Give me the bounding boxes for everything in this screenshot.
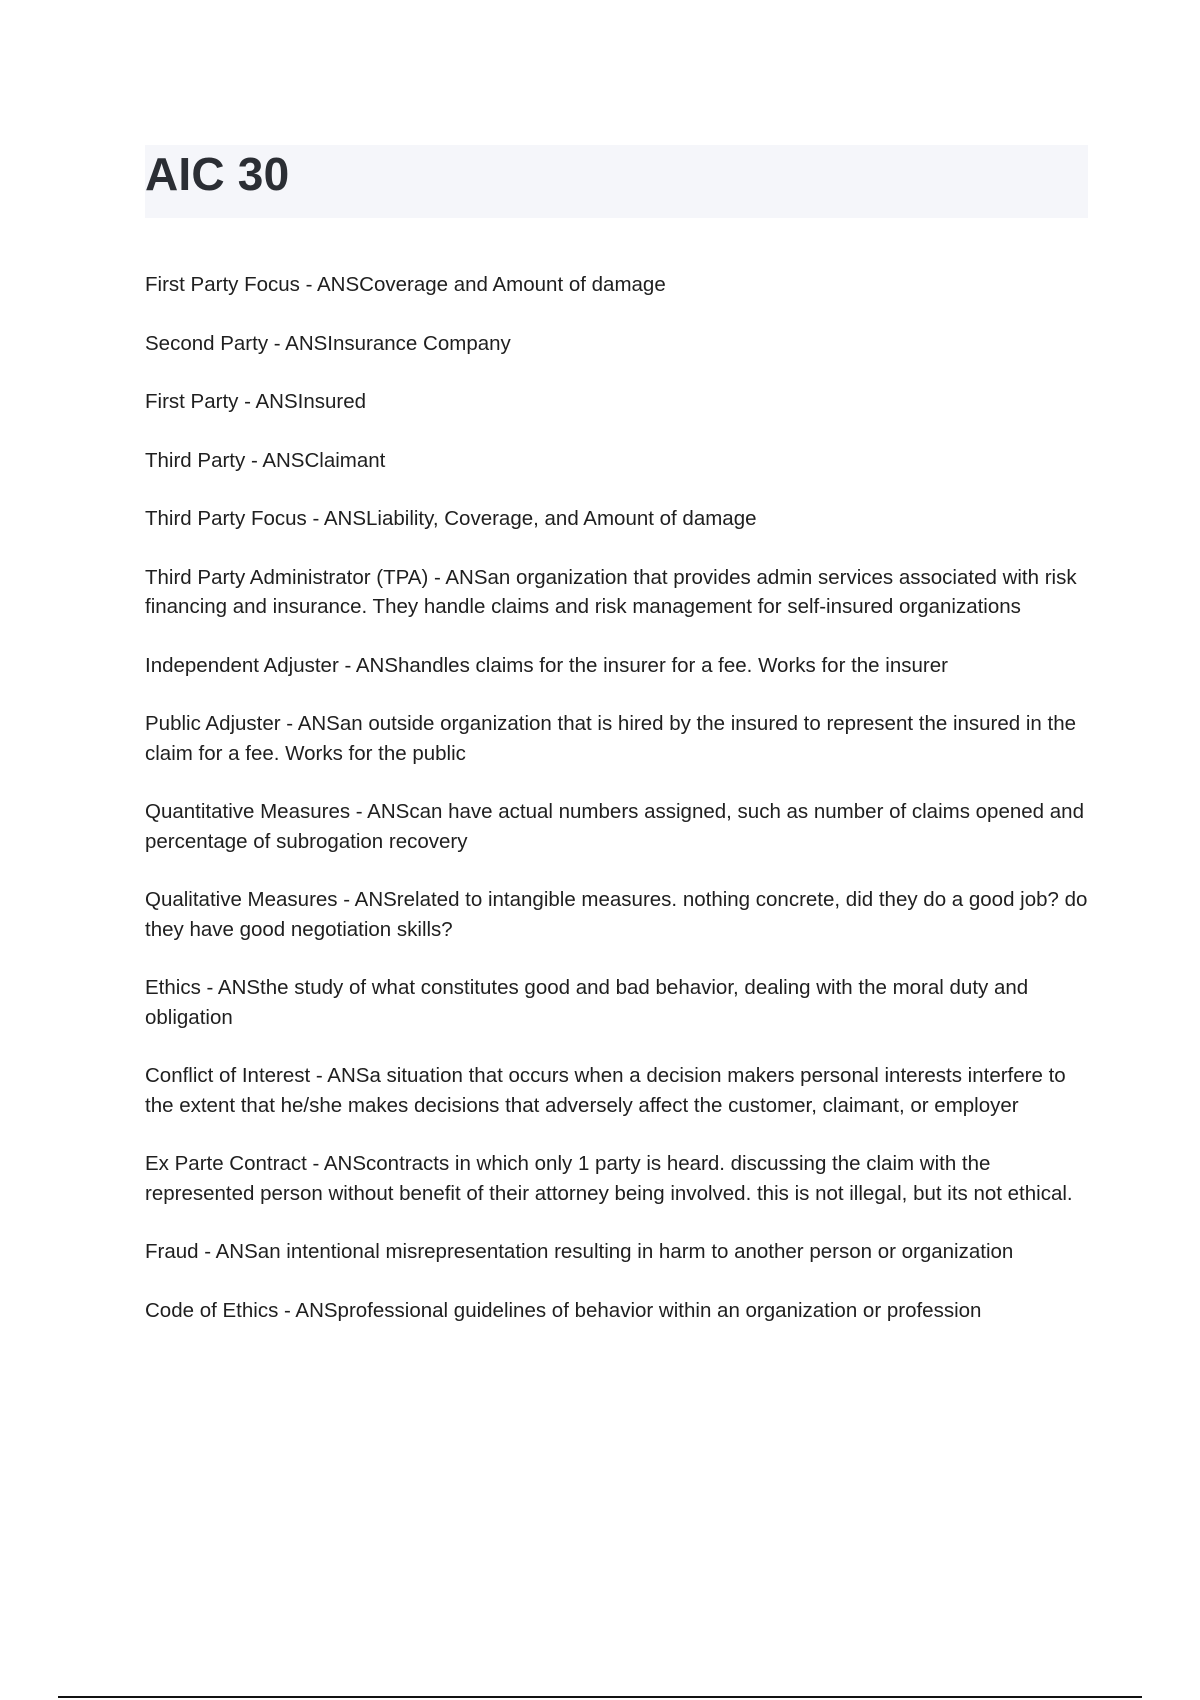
list-item: Third Party - ANSClaimant: [145, 448, 386, 472]
list-item: Ex Parte Contract - ANScontracts in which only 1 party is heard. discussing the claim with the represented person without benefit of their attorney being involved. this is not illegal, but its not ethical.: [145, 1152, 1073, 1205]
list-item: First Party - ANSInsured: [145, 390, 367, 413]
list-item: Code of Ethics - ANSprofessional guidelines of behavior within an organization or profession: [145, 1298, 982, 1322]
list-item: Fraud - ANSan intentional misrepresentation resulting in harm to another person or organization: [145, 1240, 1014, 1263]
list-item: Second Party - ANSInsurance Company: [145, 331, 511, 355]
list-item: Third Party Administrator (TPA) - ANSan organization that provides admin services associated with risk financing and insurance. They handle claims and risk management for self-insured organizations: [145, 565, 1077, 618]
list-item: Public Adjuster - ANSan outside organization that is hired by the insured to represent the insured in the claim for a fee. Works for the public: [145, 712, 1077, 765]
page-title: AIC 30: [145, 148, 290, 200]
list-item: Qualitative Measures - ANSrelated to intangible measures. nothing concrete, did they do a good job? do they have good negotiation skills?: [145, 888, 1088, 941]
list-item: Conflict of Interest - ANSa situation that occurs when a decision makers personal interests interfere to the extent that he/she makes decisions that adversely affect the customer, claimant, or employer: [145, 1064, 1066, 1117]
list-item: First Party Focus - ANSCoverage and Amount of damage: [145, 273, 666, 296]
footer-divider: [58, 1696, 1142, 1698]
list-item: Third Party Focus - ANSLiability, Coverage, and Amount of damage: [145, 507, 757, 530]
list-item: Ethics - ANSthe study of what constitutes good and bad behavior, dealing with the moral duty and obligation: [145, 976, 1029, 1029]
list-item: Quantitative Measures - ANScan have actual numbers assigned, such as number of claims opened and percentage of subrogation recovery: [145, 800, 1084, 853]
entry-list: [145, 270, 1090, 1354]
list-item: Independent Adjuster - ANShandles claims for the insurer for a fee. Works for the insurer: [145, 653, 948, 677]
